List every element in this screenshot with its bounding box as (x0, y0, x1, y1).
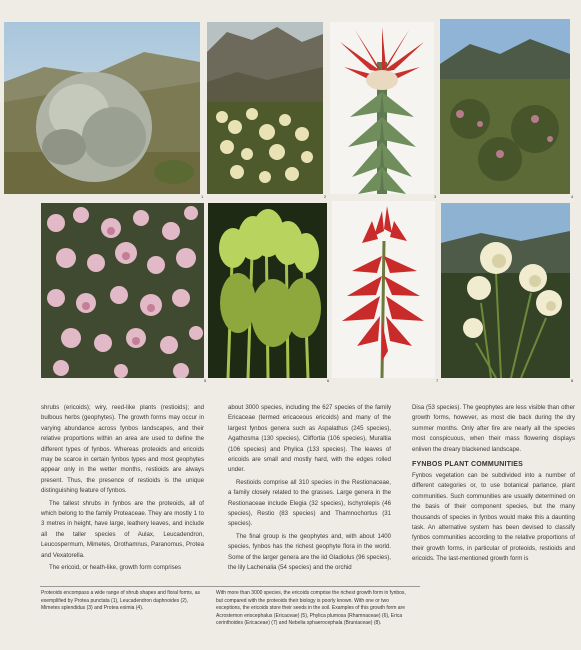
paragraph: Disa (53 species). The geophytes are less visible than other growth forms, however, as most die back during the dry summer months. Only after fire are nearly all the species most conspicuous, when their mass flowering displays enliven the dreary blackened landscape. (412, 404, 575, 453)
figure-number-3: 3 (434, 194, 437, 199)
section-heading: FYNBOS PLANT COMMUNITIES (412, 461, 523, 469)
photo-erica-cerinthoides (332, 201, 435, 378)
figure-number-2: 2 (324, 194, 327, 199)
paragraph: Fynbos vegetation can be subdivided into a number of different categories or, to use botanical parlance, plant communities. Such communities are usually determined on the basis of their component species, but the many thousands of species in fynbos would make this a daunting task. An alternative system has been devised to classify fynbos communities according to the relative proportions of their growth forms, in particular of proteoids, restioids and ericoids. The last-mentioned growth form is (412, 472, 575, 563)
paragraph: shrubs (ericoids); wiry, reed-like plants (restioids); and bulbous herbs (geophytes). The growth forms may occur in varying abundance across fynbos landscapes, and their relative proportions within an area are used to define the different types of fynbos. Whereas proteoids and ericoids may be scarce in certain fynbos types and most geophytes appear only in the wetter months, restioids are always present. Thus, the presence of restioids is the unique distinguishing feature of fynbos. (41, 404, 204, 495)
photo-phylica-plumosa (208, 203, 327, 378)
paragraph: about 3000 species, including the 627 species of the family Ericaceae (termed ericaceous ericoids) and many of the largest fynbos genera such as Aspalathus (245 species), Agathosma (130 species), Cliffortia (106 species), Muraltia (106 species) and Phylica (133 species). The leaves of ericoids are small and mostly hard, with the edges rolled under. (228, 404, 391, 474)
paragraph: The ericoid, or heath-like, growth form comprises (49, 564, 182, 572)
paragraph: The tallest shrubs in fynbos are the proteoids, all of which belong to the family Proteaceae. They are mostly 1 to 3 metres in height, have large, leathery leaves, and include all the taller species of Aulax, Leucadendron, Leucospermum, Mimetes, Orothamnus, Paranomus, Protea and Vexatorella. (41, 499, 204, 559)
photo-nebelia-sphaerocephala (441, 203, 570, 378)
caption-right (216, 590, 414, 628)
photo-acrostemon-eriocephalus (41, 203, 204, 378)
figure-number-7: 7 (436, 378, 439, 383)
figure-number-6: 6 (327, 378, 330, 383)
paragraph: Restioids comprise all 310 species in the Restionaceae, a family closely related to the grasses. Large genera in the Restionaceae include Elegia (32 species), Ischyrolepis (46 species), Restio (83 species) and Thamnochortus (31 species). (228, 478, 391, 528)
caption-text: Proteoids encompass a wide range of shrub shapes and floral forms, as exemplified by Protea punctata (1), Leucadendron daphnoides (2), Mimetes splendidus (3) and Protea eximia (4). (41, 590, 200, 612)
photo-protea-eximia (440, 19, 570, 194)
figure-number-5: 5 (204, 378, 207, 383)
body-column-1 (41, 403, 204, 574)
photo-mimetes-splendidus (330, 22, 434, 194)
caption-divider (40, 586, 420, 587)
photo-protea-punctata (4, 22, 200, 194)
figure-number-1: 1 (201, 194, 204, 199)
figure-number-4: 4 (571, 194, 574, 199)
photo-leucadendron-daphnoides (207, 22, 323, 194)
body-column-3 (412, 403, 575, 565)
caption-left (41, 590, 207, 613)
figure-number-8: 8 (571, 378, 574, 383)
caption-text: With more than 3000 species, the ericoids comprise the richest growth form in fynbos, but compared with the proteoids their biology is poorly known. With one or two exceptions, the ericoids store their seeds in the soil. Examples of this growth form are Acrostemon eriocephalus (Ericaceae) (5), Phylica plumosa (Rhamnaceae) (6), Erica cerinthoides (Ericaceae) (7) and Nebelia sphaerocephala (Bruniaceae) (8). (216, 590, 406, 627)
paragraph: The final group is the geophytes and, with about 1400 species, fynbos has the richest geophyte flora in the world. Some of the larger genera are the iid Gladiolus (96 species), the lily Lachenalia (54 species) and the orchid (228, 532, 391, 572)
body-column-2 (228, 403, 391, 574)
